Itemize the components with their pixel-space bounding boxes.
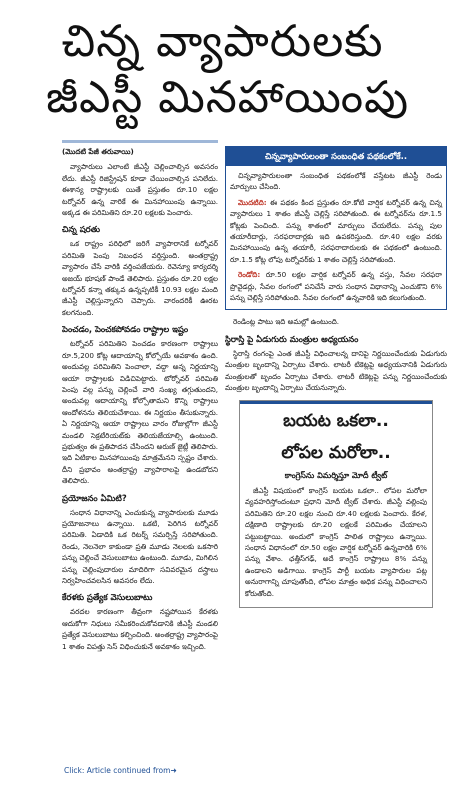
- right-paragraph-1: రెండింట్ల పాటు ఇది అమల్లో ఉంటుంది.: [233, 317, 340, 327]
- article-continued-link[interactable]: [64, 766, 177, 775]
- paragraph-states-choice: టర్నోవర్ పరిమితిని పెంచడం కారణంగా రాష్ట్రాలు రూ.5,200 కోట్ల ఆదాయాన్ని కోల్పోయే అవకాశం ఉంది. అందువల్ల పరిమితిని పెంచాలా, వద్దా అన్న నిర్ణయాన్ని ఆయా రాష్ట్రాలకు విడిచిపెట్టారు. టోర్నోవర్ పరిమితి పెంపు వల్ల పన్ను చెల్లించే వారి సంఖ్య తగ్గుతుందని, అందువల్ల ఆదాయాన్ని కోల్పోతామని కొన్ని రాష్ట్రాలు ఆందోళనను తెలియచేశాయి. ఈ నిర్ణయం తీసుకున్నారు. ఏ నిర్ణయాన్ని ఆయా రాష్ట్రాలు వారం రోజుల్లోగా జీఎస్టీ మండలి సెక్రటేరియట్‌కు తెలియజేయాల్సి ఉంటుంది. ప్రభుత్వం ఈ ప్రతిపాదన చేసిందని అరుణ్ జైట్లీ తెలిపారు. ఇది ఏటికాల మినహాయింపు మాత్రమేనని స్పష్టం చేశారు. దీని ప్రభావం అంతర్రాష్ట్ర వ్యాపారాలపై ఉండబోదని తెలిపారు.: [62, 339, 218, 486]
- intro-paragraph: వ్యాపారులు ఎలాంటి జీఎస్టీ చెల్లించాల్సిన అవసరం లేదు. జీఎస్టీ రిజిస్ట్రేషన్ కూడా చేయించాల్సిన పనిలేదు. ఈశాన్య రాష్ట్రాలకు యితే ప్రస్తుతం రూ.10 లక్షల టర్నోవర్ ఉన్న వారికే ఈ మినహాయింపు ఉన్నాయి. అక్కడ ఈ పరిమితిని రూ.20 లక్షలకు పెంచారు.: [62, 162, 218, 218]
- subheading-real-estate: స్థిరాస్తి పై ఏడుగురు మంత్రుల అధ్యయనం: [225, 333, 359, 344]
- column-top-rule: [62, 140, 218, 143]
- pull-quote-box: [239, 400, 433, 608]
- subheading-condition: చిన్న షరతు: [62, 224, 101, 235]
- sidebar-second-point: [230, 269, 442, 303]
- headline-line-2: జీఎస్టీ మినహాయింపు: [45, 72, 410, 123]
- continued-from-label: (మొదటి పేజీ తరువాయి): [62, 147, 134, 156]
- pull-quote-body: [240, 485, 432, 599]
- left-column: [62, 146, 218, 758]
- sidebar-body: [226, 166, 446, 309]
- paragraph-benefit: సంధాన విధానాన్ని ఎంచుకున్న వ్యాపారులకు మూడు ప్రయోజనాలు ఉన్నాయి. ఒకటి, పెరిగిన టర్నోవర్ పరిమితి. ఏడాదికి ఒక రిటర్న్ సమర్పిస్తే సరిపోతుంది. రెండు, నెలనెలా కాకుండా ప్రతి మూడు నెలలకు ఒకసారి పన్ను చెల్లించే వెసులుబాటు ఉంటుంది. మూడు, మిగిలిన పన్ను చెల్లింపుదారుల మాదిరిగా సవివరమైన దస్త్రాలు నిర్వహించవలసిన అవసరం లేదు.: [62, 507, 218, 585]
- subheading-benefit: ప్రయోజనం ఏమిటి?: [62, 492, 127, 503]
- headline-line-1: చిన్న వ్యాపారులకు: [61, 16, 384, 67]
- subheading-states-choice: పెంచడం, పెంచకపోవడం రాష్ట్రాల ఇష్టం: [62, 324, 189, 335]
- pull-quote-line-2: లోపల మరోలా..: [281, 442, 391, 463]
- sidebar-first-label: మొదటిది:: [238, 197, 267, 207]
- article-continued-text[interactable]: Click: Article continued from: [64, 766, 171, 775]
- sidebar-second-text: రూ.50 లక్షల వార్షిక టర్నోవర్ ఉన్న వస్తు, సేవల సరఫరా ప్రొవైడర్లు, సేవల రంగంలో పనిచేసే వారు సంధాన విధానాన్ని ఎంచుకొని 6% పన్ను చెల్లిస్తే సరిపోతుంది. సేవల రంగంలో ఉన్నవారికి ఇది కలుగుతుంది.: [230, 270, 442, 303]
- arrow-icon: ➜: [170, 766, 177, 775]
- paragraph-kerala: వరదల కారణంగా తీవ్రంగా నష్టపోయిన కేరళకు ఆదుకోగా నిధులు సమీకరించుకోవడానికి జీఎస్టీ మండలి ప్రత్యేక వెసులుబాటు కల్పించింది. అంతర్రాష్ట్ర వ్యాపారంపై 1 శాతం విపత్తు సెస్ విధించుకునే అవకాశం ఇచ్చింది.: [62, 607, 218, 651]
- pull-quote-paragraph: జీఎస్టీ విషయంలో కాంగ్రెస్ బయట ఒకలా.. లోపల మరోలా వ్యవహరిస్తోందంటూ ప్రధాని మోదీ ట్వీట్ చేశారు. జీఎస్టీ వల్లింపు పరిమితిని రూ.20 లక్షల నుంచి రూ.40 లక్షలకు పెంచారు. కేరళ, దక్షిణాది రాష్ట్రాలకు రూ.20 లక్షలకే పరిమితం చేయాలని పట్టుబట్టాయి. అందులో కాంగ్రెస్ పాలిత రాష్ట్రాలు ఉన్నాయి. సంధాన విధానంలో రూ.50 లక్షల వార్షిక టర్నోవర్ ఉన్నవారికి 6% పన్ను వేశాం. ఛత్తీస్‌గఢ్, అదే కాంగ్రెస్ రాష్ట్రాలు 8% పన్ను ఉండాలని అడిగాయి. కాంగ్రెస్ పార్టీ బయట వ్యాపారుల పట్ల అనురాగాన్ని చూపుతోంది, లోపల మాత్రం అధిక పన్ను విధించాలని కోరుతోంది.: [245, 485, 427, 598]
- sidebar-intro: చిన్నవ్యాపారులంతా సంబంధిత పథకంలోకే వస్తేటట జీఎస్టీ రెండు మార్పులు చేసింది.: [230, 171, 442, 192]
- sidebar-second-label: రెండోది:: [238, 270, 261, 280]
- right-column: [225, 146, 447, 758]
- right-paragraph-2: స్థిరాస్తి రంగంపై ఎంత జీఎస్టీ విధించాలన్న దానిపై నిర్ణయించేందుకు ఏడుగురు మంత్రుల బృందాన్ని ఏర్పాటు చేశారు. లాటరీ టికెట్లపై అధ్యయనానికి ఏడుగురు మంత్రులతో బృందం ఏర్పాటు చేశారు. లాటరీ టికెట్లపై పన్ను నిర్ణయించేందుకు మంత్రుల బృందాన్ని ఏర్పాటు చేయనున్నారు.: [225, 348, 447, 393]
- paragraph-condition: ఒక రాష్ట్రం పరిధిలో జరిగే వ్యాపారానికే టర్నోవర్ పరిమితి పెంపు నిబంధన వర్తిస్తుంది. అంతర్రాష్ట్ర వ్యాపారం చేసే వారికి వర్తింపజేయరు. రెవెన్యూ కార్యదర్శి అజయ్ భూషణ్ పాండే తెలిపారు. ప్రస్తుతం రూ.20 లక్షల టర్నోవర్ కన్నా తక్కువ ఉన్నప్పటికీ 10.93 లక్షల మంది జీఎస్టీ చెల్లిస్తున్నారని చెప్పారు. వారందరికీ ఊరట కలగనుంది.: [62, 239, 218, 317]
- sidebar-title: చిన్నవ్యాపారులంతా సంబంధిత పథకంలోకే..: [226, 147, 446, 166]
- sidebar-first-point: [230, 197, 442, 265]
- headline: [20, 14, 435, 126]
- subheading-kerala: కేరళకు ప్రత్యేక వెసులుబాటు: [62, 592, 153, 603]
- pull-quote-subtitle: కాంగ్రెస్‌ను విమర్శిస్తూ మోదీ ట్వీట్: [284, 470, 388, 480]
- pull-quote-line-1: బయట ఒకలా..: [283, 410, 389, 431]
- article-columns: [62, 140, 447, 762]
- sidebar-box: [225, 146, 447, 310]
- sidebar-first-text: ఈ పథకం కింద ప్రస్తుతం రూ.కోటి వార్షిక టర్నోవర్ ఉన్న చిన్న వ్యాపారులు 1 శాతం జీఎస్టీ చెల్లిస్తే సరిపోతుంది. ఈ టర్నోవర్‌ను రూ.1.5 కోట్లకు పెంచింది. పన్ను శాతంలో మార్పులు చేయలేదు. పన్ను పుల తయారీదార్లు, సరఫరాదార్లకు ఇది ఉపకరిస్తుంది. రూ.40 లక్షల వరకు మినహాయింపు ఉన్న తయారీ, సరఫరాదారులకు ఈ పథకంలో ఉంటుంది. రూ.1.5 కోట్ల లోపు టర్నోవర్‌కు 1 శాతం చెల్లిస్తే సరిపోతుంది.: [230, 197, 442, 264]
